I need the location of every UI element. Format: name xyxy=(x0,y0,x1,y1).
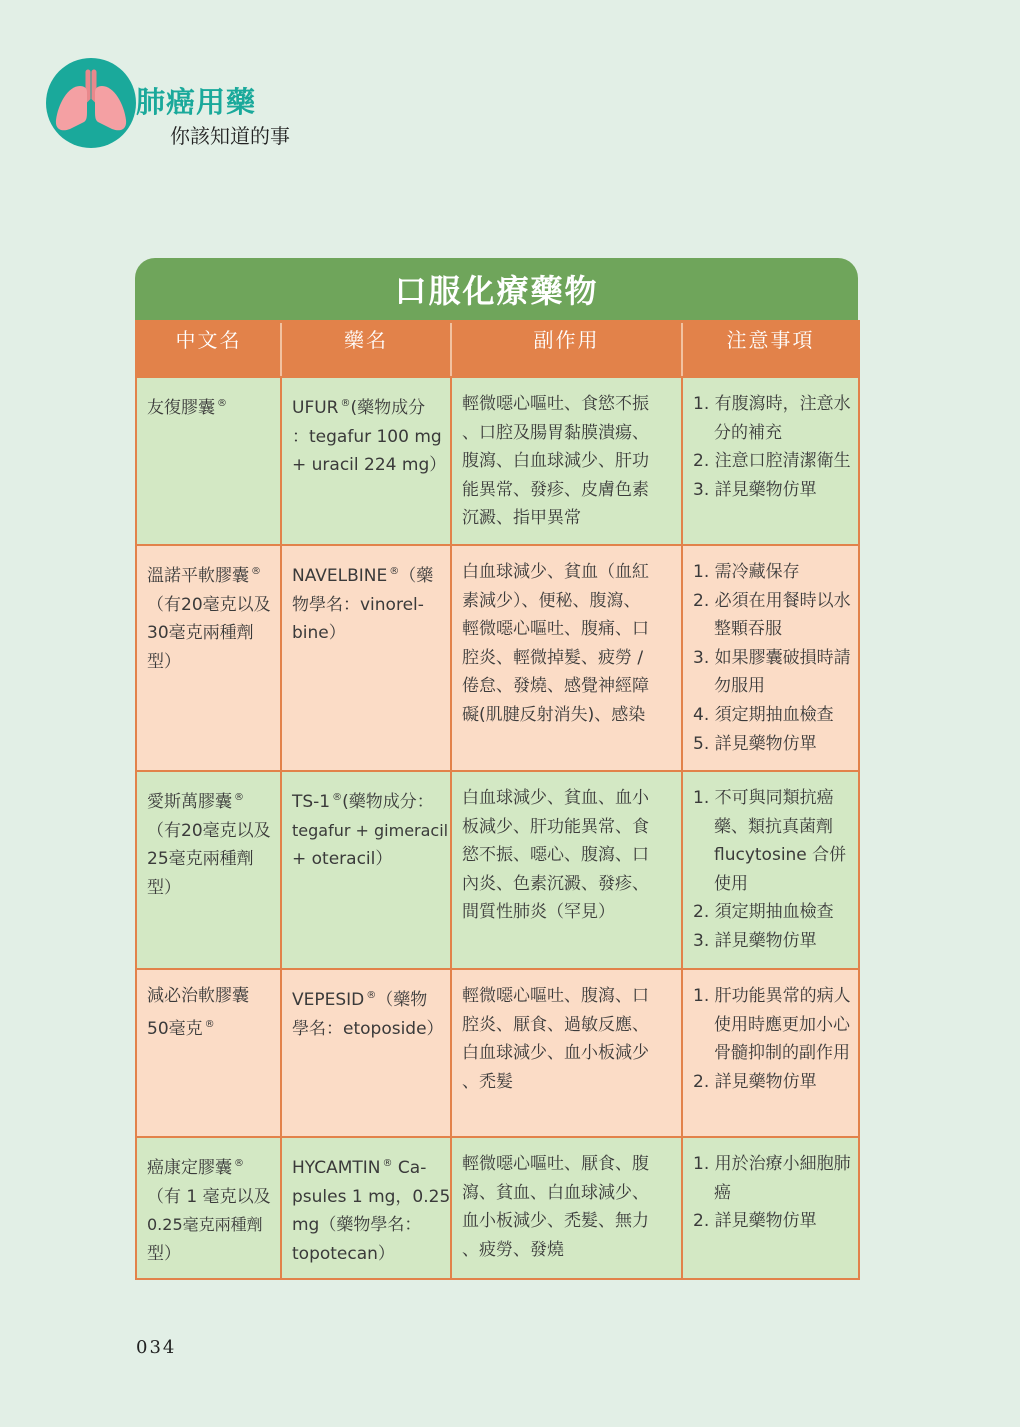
registered-mark: ® xyxy=(332,792,343,803)
book-subtitle: 你該知道的事 xyxy=(170,124,290,148)
notes-cell xyxy=(682,545,859,771)
registered-mark: ® xyxy=(382,1158,393,1169)
column-header: 注意事項 xyxy=(682,322,859,378)
list-item: 2. 須定期抽血檢查 xyxy=(693,902,834,923)
table-header-row xyxy=(136,322,859,378)
drug-table xyxy=(135,320,860,1280)
side-effects-cell: 白血球減少、貧血（血紅 素減少）、便秘、腹瀉、 輕微噁心嘔吐、腹痛、口 腔炎、輕微掉髮、疲勞 / 倦怠、發燒、感覺神經障 礙(肌腱反射消失)、感染 xyxy=(451,545,682,771)
registered-mark: ® xyxy=(366,990,377,1001)
chinese-name-cell: 溫諾平軟膠囊 ® （有20毫克以及 30毫克兩種劑 型） xyxy=(136,545,281,771)
notes-cell xyxy=(682,377,859,545)
notes-list xyxy=(693,1150,852,1236)
drug-name-cell: UFUR ®(藥物成分 ：tegafur 100 mg + uracil 224 mg） xyxy=(281,377,451,545)
book-title: 肺癌用藥 xyxy=(136,85,257,119)
notes-list xyxy=(693,982,852,1096)
drug-table-panel xyxy=(135,258,858,1280)
registered-mark: ® xyxy=(234,792,244,803)
notes-list xyxy=(693,558,852,758)
list-item: 4. 須定期抽血檢查 xyxy=(693,704,834,725)
notes-cell xyxy=(682,969,859,1137)
side-effects-cell: 輕微噁心嘔吐、腹瀉、口 腔炎、厭食、過敏反應、 白血球減少、血小板減少 、禿髮 xyxy=(451,969,682,1137)
registered-mark: ® xyxy=(234,1158,244,1169)
notes-cell xyxy=(682,1137,859,1279)
list-item: 1. 有腹瀉時，注意水分的補充 xyxy=(693,394,851,443)
notes-list xyxy=(693,784,852,956)
table-row xyxy=(136,1137,859,1279)
side-effects-cell: 輕微噁心嘔吐、食慾不振 、口腔及腸胃黏膜潰瘍、 腹瀉、白血球減少、肝功 能異常、發疹、皮膚色素 沉澱、指甲異常 xyxy=(451,377,682,545)
drug-name-cell: VEPESID ®（藥物 學名：etoposide） xyxy=(281,969,451,1137)
chinese-name-cell: 友復膠囊 ® xyxy=(136,377,281,545)
list-item: 2. 詳見藥物仿單 xyxy=(693,1211,817,1232)
list-item: 1. 需冷藏保存 xyxy=(693,562,800,582)
registered-mark: ® xyxy=(389,566,400,577)
drug-name-cell: NAVELBINE ®（藥 物學名：vinorel- bine） xyxy=(281,545,451,771)
list-item: 1. 用於治療小細胞肺癌 xyxy=(693,1154,851,1203)
chinese-name-cell: 愛斯萬膠囊 ® （有20毫克以及 25毫克兩種劑 型） xyxy=(136,771,281,969)
list-item: 3. 詳見藥物仿單 xyxy=(693,930,817,951)
list-item: 1. 肝功能異常的病人使用時應更加小心骨髓抑制的副作用 xyxy=(693,986,851,1064)
notes-list xyxy=(693,390,852,504)
lungs-icon xyxy=(46,58,136,148)
list-item: 3. 詳見藥物仿單 xyxy=(693,479,817,500)
notes-cell xyxy=(682,771,859,969)
table-row xyxy=(136,545,859,771)
table-row xyxy=(136,377,859,545)
registered-mark: ® xyxy=(251,566,261,577)
registered-mark: ® xyxy=(204,1018,215,1030)
list-item: 3. 如果膠囊破損時請勿服用 xyxy=(693,647,851,697)
side-effects-cell: 白血球減少、貧血、血小 板減少、肝功能異常、食 慾不振、噁心、腹瀉、口 內炎、色素沉澱、發疹、 間質性肺炎（罕見） xyxy=(451,771,682,969)
list-item: 2. 注意口腔清潔衛生 xyxy=(693,451,851,472)
table-title: 口服化療藥物 xyxy=(135,258,858,320)
column-header: 副作用 xyxy=(451,322,682,378)
page-number: 034 xyxy=(136,1337,177,1358)
chinese-name-cell: 減必治軟膠囊 50毫克 ® xyxy=(136,969,281,1137)
chinese-name-cell: 癌康定膠囊 ® （有 1 毫克以及 0.25毫克兩種劑 型） xyxy=(136,1137,281,1279)
column-header: 藥名 xyxy=(281,322,451,378)
list-item: 5. 詳見藥物仿單 xyxy=(693,733,817,754)
column-header: 中文名 xyxy=(136,322,281,378)
table-row xyxy=(136,771,859,969)
side-effects-cell: 輕微噁心嘔吐、厭食、腹 瀉、貧血、白血球減少、 血小板減少、禿髮、無力 、疲勞、發燒 xyxy=(451,1137,682,1279)
list-item: 1. 不可與同類抗癌藥、類抗真菌劑 flucytosine 合併使用 xyxy=(693,788,847,894)
list-item: 2. 詳見藥物仿單 xyxy=(693,1071,817,1092)
drug-name-cell: TS-1 ®(藥物成分： tegafur + gimeracil + oteracil） xyxy=(281,771,451,969)
registered-mark: ® xyxy=(340,398,351,409)
book-logo xyxy=(46,58,136,148)
table-row xyxy=(136,969,859,1137)
registered-mark: ® xyxy=(217,398,227,409)
drug-name-cell: HYCAMTIN ® Ca- psules 1 mg，0.25 mg（藥物學名： topotecan） xyxy=(281,1137,451,1279)
list-item: 2. 必須在用餐時以水整顆吞服 xyxy=(693,590,851,640)
